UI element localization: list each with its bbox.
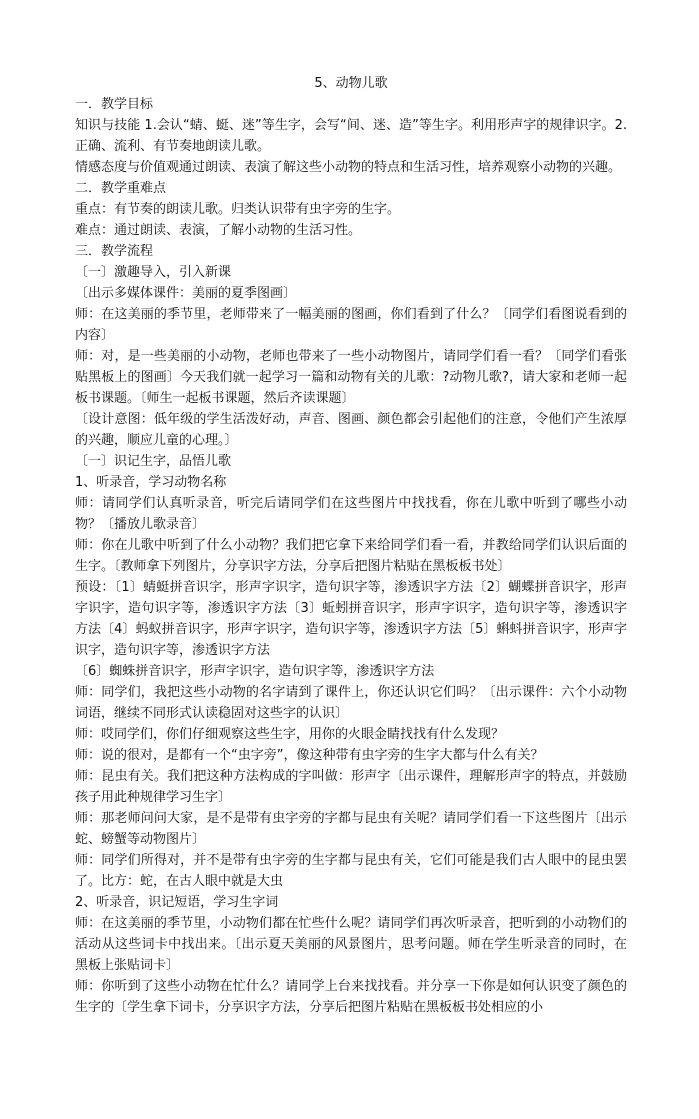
paragraph: 三．教学流程 [75, 244, 154, 259]
paragraph: 2、听录音，识记短语，学习生字词 [75, 895, 279, 910]
paragraph: 师：你听到了这些小动物在忙什么？请同学上台来找找看。并分享一下你是如何认识变了颜色的生字的〔学生拿下词卡，分享识字方法，分享后把图片粘贴在黑板板书处相应的小 [75, 979, 627, 1015]
paragraph: 师：同学们，我把这些小动物的名字请到了课件上，你还认识它们吗？〔出示课件：六个小动物词语，继续不同形式认读稳固对这些字的认识〕 [75, 685, 627, 721]
paragraph: 〔一〕激趣导入，引入新课 [75, 265, 232, 280]
paragraph: 〔一〕识记生字，品悟儿歌 [75, 454, 232, 469]
document-page [75, 73, 627, 1018]
paragraph: 预设：〔1〕蜻蜓拼音识字，形声字识字，造句识字等，渗透识字方法〔2〕蝴蝶拼音识字，形声字识字，造句识字等，渗透识字方法〔3〕蚯蚓拼音识字，形声字识字，造句识字等，渗透识字方法〔4〕蚂蚁拼音识字，形声字识字，造句识字等，渗透识字方法〔5〕蝌蚪拼音识字，形声字识字，造句识字等，渗透识字方法 [75, 580, 627, 658]
paragraph: 师：在这美丽的季节里，小动物们都在忙些什么呢？请同学们再次听录音，把听到的小动物们的活动从这些词卡中找出来。〔出示夏天美丽的风景图片，思考问题。师在学生听录音的同时，在黑板上张贴词卡〕 [75, 916, 627, 973]
paragraph: 师：你在儿歌中听到了什么小动物？我们把它拿下来给同学们看一看，并教给同学们认识后面的生字。〔教师拿下列图片，分享识字方法，分享后把图片粘贴在黑板板书处〕 [75, 538, 627, 574]
paragraph: 师：在这美丽的季节里，老师带来了一幅美丽的图画，你们看到了什么？〔同学们看图说看到的内容〕 [75, 307, 627, 343]
paragraph: 情感态度与价值观通过朗读、表演了解这些小动物的特点和生活习性，培养观察小动物的兴趣。 [75, 160, 622, 175]
paragraph: 知识与技能 1.会认“蜻、蜓、迷”等生字，会写“间、迷、造”等生字。利用形声字的规律识字。2.正确、流利、有节奏地朗读儿歌。 [75, 118, 627, 154]
paragraph: 〔6〕蜘蛛拼音识字，形声字识字，造句识字等，渗透识字方法 [75, 664, 435, 679]
document-body [75, 94, 627, 1018]
paragraph: 师：昆虫有关。我们把这种方法构成的字叫做：形声字〔出示课件，理解形声字的特点，并鼓励孩子用此种规律学习生字〕 [75, 769, 627, 805]
paragraph: 二．教学重难点 [75, 181, 167, 196]
paragraph: 重点：有节奏的朗读儿歌。归类认识带有虫字旁的生字。 [75, 202, 401, 217]
document-title: 5、动物儿歌 [314, 76, 388, 91]
paragraph: 师：同学们所得对，并不是带有虫字旁的生字都与昆虫有关，它们可能是我们古人眼中的昆虫罢了。比方：蛇，在古人眼中就是大虫 [75, 853, 627, 889]
paragraph: 师：对，是一些美丽的小动物，老师也带来了一些小动物图片，请同学们看一看？〔同学们看张贴黑板上的图画〕今天我们就一起学习一篇和动物有关的儿歌：?动物儿歌?，请大家和老师一起板书课题。〔师生一起板书课题，然后齐读课题〕 [75, 349, 627, 406]
paragraph: 一．教学目标 [75, 97, 154, 112]
paragraph: 〔设计意图：低年级的学生活泼好动，声音、图画、颜色都会引起他们的注意，令他们产生浓厚的兴趣，顺应儿童的心理。〕 [75, 412, 627, 448]
paragraph: 难点：通过朗读、表演，了解小动物的生活习性。 [75, 223, 362, 238]
paragraph: 1、听录音，学习动物名称 [75, 475, 227, 490]
paragraph: 师：请同学们认真听录音，听完后请同学们在这些图片中找找看，你在儿歌中听到了哪些小动物？〔播放儿歌录音〕 [75, 496, 627, 532]
paragraph: 〔出示多媒体课件：美丽的夏季图画〕 [75, 286, 297, 301]
paragraph: 师：说的很对，是都有一个“虫字旁”，像这种带有虫字旁的生字大都与什么有关？ [75, 748, 544, 763]
paragraph: 师：那老师问问大家，是不是带有虫字旁的字都与昆虫有关呢？请同学们看一下这些图片〔出示蛇、螃蟹等动物图片〕 [75, 811, 627, 847]
paragraph: 师：哎同学们，你们仔细观察这些生字，用你的火眼金睛找找有什么发现？ [75, 727, 505, 742]
